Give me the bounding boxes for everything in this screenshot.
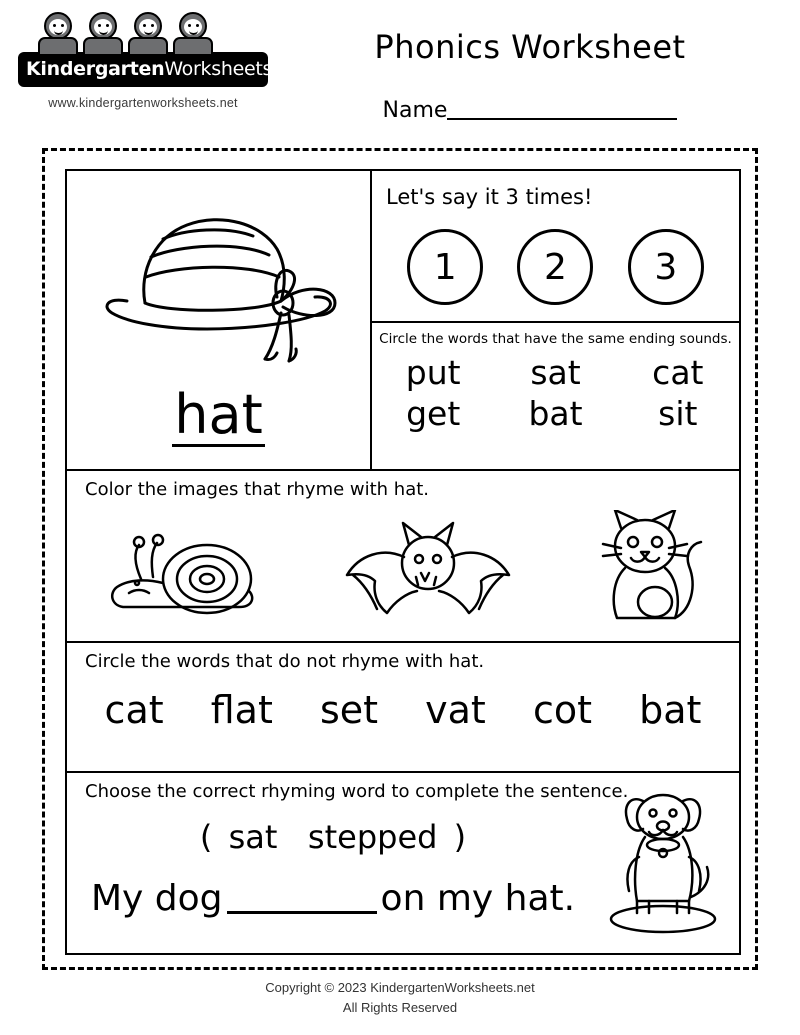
site-url: www.kindergartenworksheets.net — [48, 96, 238, 110]
say-three-times-panel — [372, 171, 739, 323]
hat-word — [67, 383, 370, 447]
logo-wordmark-rest: Worksheets.net — [164, 58, 309, 80]
sentence-blank[interactable] — [227, 885, 377, 914]
choice-word-sat[interactable]: sat — [228, 818, 278, 856]
count-circle-3[interactable]: 3 — [628, 229, 704, 305]
page-title: Phonics Worksheet — [374, 28, 686, 66]
snail-illustration[interactable] — [89, 517, 289, 627]
color-instruction: Color the images that rhyme with hat. — [85, 479, 430, 500]
row-circle-not-rhyme — [67, 643, 739, 773]
count-circle-1[interactable]: 1 — [407, 229, 483, 305]
row-hat-and-say — [67, 171, 739, 471]
circle-word[interactable]: cot — [532, 688, 592, 732]
copyright-text: Copyright © 2023 KindergartenWorksheets.net — [265, 980, 535, 995]
ending-word[interactable]: put — [405, 353, 461, 392]
count-circles — [372, 229, 739, 305]
circle-word[interactable]: bat — [639, 688, 702, 732]
ending-word[interactable]: sat — [530, 353, 581, 392]
circle-word[interactable]: vat — [425, 688, 486, 732]
right-column — [372, 171, 739, 469]
circle-word[interactable]: set — [319, 688, 379, 732]
page-header — [0, 0, 800, 140]
site-logo[interactable] — [18, 10, 309, 110]
ending-word-grid — [372, 353, 739, 433]
ending-sounds-panel — [372, 323, 739, 469]
ending-word[interactable]: sit — [658, 394, 698, 433]
rhyme-images — [67, 507, 739, 637]
cat-illustration[interactable] — [567, 510, 717, 635]
say-instruction: Let's say it 3 times! — [386, 185, 593, 209]
circle-instruction: Circle the words that do not rhyme with hat. — [85, 651, 485, 672]
kids-illustration — [36, 10, 251, 54]
kid-icon-4 — [171, 10, 215, 54]
worksheet-dashed-border — [42, 148, 758, 970]
name-field-row — [280, 98, 780, 123]
ending-word[interactable]: get — [406, 394, 461, 433]
logo-wordmark-bold: Kindergarten — [26, 58, 165, 80]
kid-icon-3 — [126, 10, 170, 54]
ending-word[interactable]: cat — [652, 353, 704, 392]
hat-illustration — [67, 179, 370, 374]
worksheet-inner-frame — [65, 169, 741, 955]
logo-wordmark — [18, 52, 309, 87]
choice-word-stepped[interactable]: stepped — [307, 818, 438, 856]
circle-word[interactable]: cat — [104, 688, 164, 732]
name-input-blank[interactable] — [447, 98, 677, 120]
row-sentence — [67, 773, 739, 951]
circle-word[interactable]: flat — [210, 688, 273, 732]
dog-illustration — [593, 779, 733, 944]
rights-text: All Rights Reserved — [342, 999, 458, 1015]
row-color-rhyme — [67, 471, 739, 643]
open-paren: ( — [199, 818, 213, 856]
close-paren: ) — [453, 818, 467, 856]
ending-word[interactable]: bat — [528, 394, 583, 433]
sentence-instruction: Choose the correct rhyming word to complete the sentence. — [85, 781, 629, 802]
bat-illustration[interactable] — [333, 517, 523, 627]
kid-icon-2 — [81, 10, 125, 54]
count-circle-2[interactable]: 2 — [517, 229, 593, 305]
circle-word-list — [67, 688, 739, 732]
sentence-end: on my hat. — [380, 878, 576, 919]
kid-icon-1 — [36, 10, 80, 54]
sentence-start: My dog — [91, 878, 223, 919]
page-footer — [0, 978, 800, 1017]
hat-word-text: hat — [174, 383, 263, 446]
hat-panel — [67, 171, 372, 469]
name-label: Name — [382, 98, 448, 123]
ending-instruction: Circle the words that have the same ending sounds. — [379, 331, 732, 347]
